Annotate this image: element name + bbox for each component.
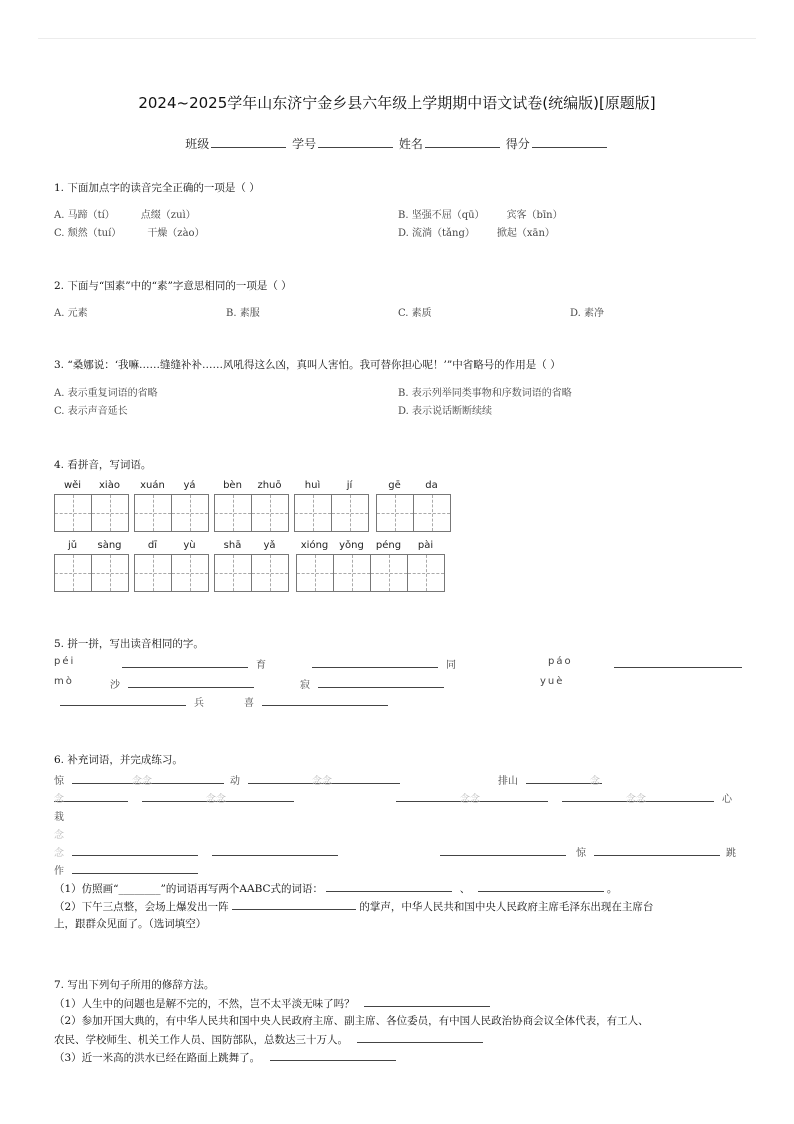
char-box[interactable] — [408, 555, 445, 591]
page-title: 2024~2025学年山东济宁金乡县六年级上学期期中语文试卷(统编版)[原题版] — [138, 94, 656, 112]
number-blank[interactable] — [318, 135, 393, 148]
q1-option-c[interactable] — [54, 224, 205, 239]
q6-placeholder: 念 — [590, 776, 600, 787]
pinyin-group-4 — [294, 480, 369, 532]
q4-stem: 4. 看拼音，写词语。 — [54, 459, 152, 471]
pinyin: jǔ — [67, 540, 78, 551]
q1-option-a[interactable] — [54, 206, 196, 221]
q3-option-d[interactable]: D. 表示说话断断续续 — [398, 406, 493, 417]
q1-d-word1: D. 流淌（tǎng） — [398, 228, 475, 239]
char-box[interactable] — [215, 555, 252, 591]
q6-jing2: 惊 — [576, 848, 586, 859]
q1-c-word2: 干燥（zào） — [147, 228, 205, 239]
q6-blank[interactable] — [54, 790, 128, 802]
q5-mo: mò — [54, 676, 74, 687]
q5-blank[interactable] — [122, 656, 248, 668]
pinyin: xiào — [99, 480, 120, 491]
q6-sub1-text: （1）仿照画“________”的词语再写两个AABC式的词语： — [54, 883, 324, 895]
q5-blank[interactable] — [614, 656, 742, 668]
pinyin: bèn — [223, 480, 242, 491]
q1-d-word2: 掀起（xān） — [496, 228, 555, 239]
pinyin: xuán — [140, 480, 165, 491]
q5-blank[interactable] — [318, 676, 444, 688]
char-box[interactable] — [371, 555, 408, 591]
q7-s2-blank[interactable] — [357, 1031, 483, 1043]
pinyin: da — [425, 480, 438, 491]
char-box[interactable] — [332, 495, 369, 531]
char-box[interactable] — [172, 495, 209, 531]
pinyin: sàng — [97, 540, 122, 551]
student-info-row — [0, 135, 794, 152]
q7-s3-text: （3）近一米高的洪水已经在路面上跳舞了。 — [54, 1052, 261, 1064]
char-box[interactable] — [334, 555, 371, 591]
q6-jing: 惊 — [54, 776, 64, 787]
char-box[interactable] — [295, 495, 332, 531]
q5-blank[interactable] — [312, 656, 438, 668]
q6-blank[interactable] — [72, 844, 198, 856]
q7-s2-text: 农民、学校师生、机关工作人员、国防部队，总数达三十万人。 — [54, 1034, 348, 1046]
pinyin: zhuō — [257, 480, 282, 491]
q3-option-c[interactable]: C. 表示声音延长 — [54, 406, 128, 417]
class-label: 班级 — [185, 137, 210, 151]
q6-dong: 动 — [230, 776, 240, 787]
pinyin: wěi — [63, 480, 82, 491]
q1-option-d[interactable] — [398, 224, 555, 239]
q7-s1-text: （1）人生中的问题也是解不完的，不然，岂不太平淡无味了吗？ — [54, 998, 355, 1010]
page-top-rule — [38, 38, 756, 39]
q6-paishan: 排山 — [498, 776, 518, 787]
pinyin-group-9 — [296, 540, 371, 592]
q6-placeholder: 念念 — [460, 794, 480, 805]
name-label: 姓名 — [398, 137, 423, 151]
q5-pei: péi — [54, 656, 76, 667]
q5-blank[interactable] — [60, 694, 186, 706]
q6-placeholder: 念念 — [626, 794, 646, 805]
class-blank[interactable] — [211, 135, 286, 148]
q5-yu-char: 育 — [256, 660, 266, 671]
q5-blank[interactable] — [128, 676, 254, 688]
q5-sha-char: 沙 — [110, 680, 120, 691]
q6-sub1-sep: 、 — [459, 883, 471, 895]
q6-sub1-end: 。 — [606, 883, 618, 895]
q1-a-word2: 点缀（zuì） — [140, 210, 196, 221]
pinyin: yǒng — [339, 540, 364, 551]
q7-sentence-3 — [54, 1049, 396, 1065]
q3-option-b[interactable]: B. 表示列举同类事物和序数词语的省略 — [398, 388, 572, 399]
score-label: 得分 — [505, 137, 530, 151]
q1-stem: 1. 下面加点字的读音完全正确的一项是（ ） — [54, 182, 260, 194]
q6-sub2-text1: （2）下午三点整，会场上爆发出一阵 — [54, 901, 229, 913]
q6-stem: 6. 补充词语，并完成练习。 — [54, 754, 183, 766]
pinyin-group-8 — [214, 540, 289, 592]
pinyin: péng — [375, 540, 402, 551]
q6-placeholder: 念念 — [132, 776, 152, 787]
q6-sub2 — [54, 898, 653, 914]
q2-stem: 2. 下面与“国素”中的“素”字意思相同的一项是（ ） — [54, 280, 292, 292]
q6-blank[interactable] — [72, 862, 198, 874]
pinyin-group-5 — [376, 480, 451, 532]
q6-blank[interactable] — [594, 844, 720, 856]
name-blank[interactable] — [425, 135, 500, 148]
pinyin: jí — [346, 480, 353, 491]
pinyin-group-7 — [134, 540, 209, 592]
q5-bing-char: 兵 — [194, 698, 204, 709]
q2-option-d[interactable]: D. 素净 — [570, 308, 605, 319]
pinyin: shā — [223, 540, 242, 551]
q2-option-a[interactable]: A. 元素 — [54, 308, 88, 319]
q6-tiao: 跳 — [726, 848, 736, 859]
char-box[interactable] — [135, 555, 172, 591]
q2-option-c[interactable]: C. 素质 — [398, 308, 432, 319]
q6-placeholder: 念念 — [206, 794, 226, 805]
char-box[interactable] — [297, 555, 334, 591]
q6-blank[interactable] — [212, 844, 338, 856]
pinyin-group-10 — [370, 540, 445, 592]
q7-s3-blank[interactable] — [270, 1049, 396, 1061]
pinyin: gē — [388, 480, 401, 491]
q6-sub1 — [54, 880, 617, 896]
q7-sentence-2: （2）参加开国大典的，有中华人民共和国中央人民政府主席、副主席、各位委员，有中国人民政治协商会议全体代表，有工人、 — [54, 1015, 649, 1027]
pinyin: pài — [417, 540, 434, 551]
char-box[interactable] — [172, 555, 209, 591]
pinyin-group-1 — [54, 480, 129, 532]
q6-placeholder: 念 — [54, 848, 64, 859]
q5-yue: yuè — [540, 676, 565, 687]
q6-zuo: 作 — [54, 866, 64, 877]
q1-b-word1: B. 坚强不屈（qū） — [398, 210, 485, 221]
q6-zai: 栽 — [54, 812, 64, 823]
pinyin-group-6 — [54, 540, 129, 592]
char-box[interactable] — [252, 495, 289, 531]
q6-placeholder: 念 — [54, 794, 64, 805]
pinyin-group-2 — [134, 480, 209, 532]
pinyin: yù — [183, 540, 196, 551]
q5-tong-char: 同 — [446, 660, 456, 671]
char-box[interactable] — [377, 495, 414, 531]
q1-a-word1: A. 马蹄（tí） — [54, 210, 115, 221]
q6-blank[interactable] — [440, 844, 566, 856]
pinyin: yá — [183, 480, 196, 491]
pinyin: dī — [147, 540, 158, 551]
q6-sub2-blank[interactable] — [232, 898, 356, 910]
q5-stem: 5. 拼一拼，写出读音相同的字。 — [54, 638, 204, 650]
q6-sub2-text2: 的掌声，中华人民共和国中央人民政府主席毛泽东出现在主席台 — [359, 901, 654, 913]
q3-stem: 3. “桑娜说：‘我嘛……缝缝补补……风吼得这么凶，真叫人害怕。我可替你担心呢！’”中省略号的作用是（ ） — [54, 359, 561, 371]
q1-option-b[interactable] — [398, 206, 563, 221]
q2-option-b[interactable]: B. 素服 — [226, 308, 260, 319]
q5-xi-char: 喜 — [244, 698, 254, 709]
pinyin: yǎ — [263, 540, 276, 551]
char-box[interactable] — [414, 495, 451, 531]
pinyin: xióng — [300, 540, 329, 551]
q6-sub2-cont: 上，跟群众见面了。（选词填空） — [54, 918, 207, 930]
char-box[interactable] — [135, 495, 172, 531]
q7-stem: 7. 写出下列句子所用的修辞方法。 — [54, 979, 215, 991]
number-label: 学号 — [292, 137, 317, 151]
q1-b-word2: 宾客（bīn） — [506, 210, 563, 221]
char-box[interactable] — [252, 555, 289, 591]
q7-sentence-1 — [54, 995, 490, 1011]
q6-placeholder: 念 — [54, 830, 64, 841]
char-box[interactable] — [92, 555, 129, 591]
q6-placeholder: 念念 — [312, 776, 332, 787]
q7-s1-blank[interactable] — [364, 995, 490, 1007]
char-box[interactable] — [55, 555, 92, 591]
q5-ji-char: 寂 — [300, 680, 310, 691]
q7-sentence-2-cont — [54, 1031, 483, 1047]
pinyin: huì — [304, 480, 321, 491]
q6-xin: 心 — [722, 794, 732, 805]
char-box[interactable] — [55, 495, 92, 531]
q3-option-a[interactable]: A. 表示重复词语的省略 — [54, 388, 158, 399]
score-blank[interactable] — [532, 135, 607, 148]
q6-sub1-blank2[interactable] — [478, 880, 604, 892]
q1-c-word1: C. 颓然（tuí） — [54, 228, 122, 239]
q5-pao: páo — [548, 656, 573, 667]
q5-blank[interactable] — [262, 694, 388, 706]
pinyin-group-3 — [214, 480, 289, 532]
char-box[interactable] — [92, 495, 129, 531]
char-box[interactable] — [215, 495, 252, 531]
q6-sub1-blank1[interactable] — [326, 880, 452, 892]
